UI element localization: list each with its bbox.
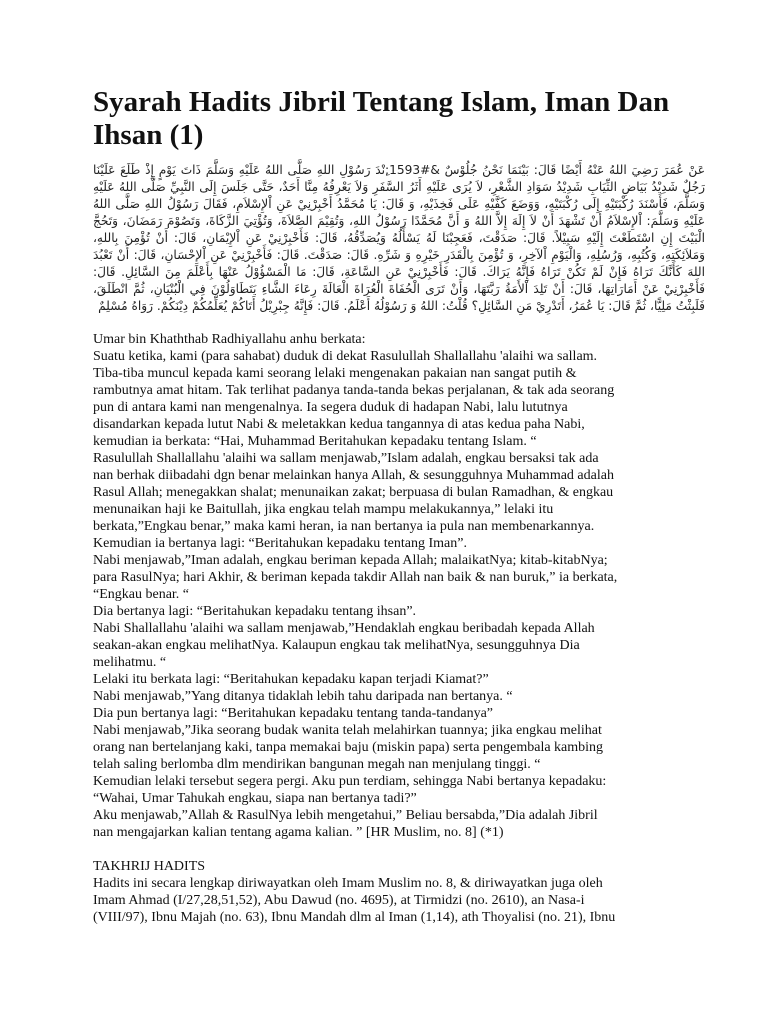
body-line: Tiba-tiba muncul kepada kami seorang lelaki mengenakan pakaian nan sangat putih & (93, 366, 577, 381)
body-line: Dia pun bertanya lagi: “Beritahukan kepadaku tentang tanda-tandanya” (93, 706, 493, 721)
body-line: menunaikan haji ke Baitullah, jika engkau telah mampu melakukannya,” lelaki itu (93, 502, 554, 517)
arabic-hadith-text: عَنْ عُمَرَ رَضِيَ اللهُ عَنْهُ أَيْضًا قَالَ: بَيْنَمَا نَحْنُ جُلُوْسٌ &#1593;ِنْدَ رَسُوْلِ اللهِ صَلَّى اللهُ عَلَيْهِ وَسَلَّمَ ذَاتَ يَوْمٍ إِذْ طَلَعَ عَلَيْنَا رَجُلٌ شَدِيْدُ بَيَاضِ الثِّيَابِ شَدِيْدُ سَوَادِ الشَّعْرِ، لاَ يُرَى عَلَيْهِ أَثَرُ السَّفَرِ وَلاَ يَعْرِفُهُ مِنَّا أَحَدٌ، حَتَّى جَلَسَ إِلَى النَّبِيِّ صَلَّى اللهُ عَلَيْهِ وَسَلَّمَ، فَأَسْنَدَ رُكْبَتَيْهِ إِلَى رُكْبَتَيْهِ، وَوَضَعَ كَفَّيْهِ عَلَى فَخِذَيْهِ، وَ قَالَ: يَا مُحَمَّدُ أَخْبِرْنِيْ عَنِ اْلإِسْلاَمِ، فَقَالَ رَسُوْلُ اللهِ صَلَّى اللهُ عَلَيْهِ وَسَلَّمَ: اْلإِسْلاَمُ أَنْ تَشْهَدَ أَنْ لاَ إِلَهَ إِلاَّ اللهُ وَ أَنَّ مُحَمَّدًا رَسُوْلُ اللهِ، وَتُقِيْمَ الصَّلاَةَ، وَتُؤْتِيَ الزَّكَاةَ، وَتَصُوْمَ رَمَضَانَ، وَتَحُجَّ الْبَيْتَ إِنِ اسْتَطَعْتَ إِلَيْهِ سَبِيْلاً. قَالَ: صَدَقْتَ، فَعَجِبْنَا لَهُ يَسْأَلُهُ وَيُصَدِّقُهُ، قَالَ: فَأَخْبِرْنِيْ عَنِ اْلإِيْمَانِ، قَالَ: أَنْ تُؤْمِنَ بِاللهِ، وَمَلاَئِكَتِهِ، وَكُتُبِهِ، وَرُسُلِهِ، وَالْيَوْمِ اْلآخِرِ، وَ تُؤْمِنَ بِالْقَدَرِ خَيْرِهِ وَ شَرِّهِ. قَالَ: صَدَقْتَ. قَالَ: فَأَخْبِرْنِيْ عَنِ اْلإِحْسَانِ، قَالَ: أَنْ تَعْبُدَ اللهَ كَأَنَّكَ تَرَاهُ فَإِنْ لَمْ تَكُنْ تَرَاهُ فَإِنَّهُ يَرَاكَ. قَالَ: فَأَخْبِرْنِيْ عَنِ السَّاعَةِ، قَالَ: مَا الْمَسْؤُوْلُ عَنْهَا بِأَعْلَمَ مِنَ السَّائِلِ. قَالَ: فَأَخْبِرْنِيْ عَنْ أَمَارَاتِهَا، قَالَ: أَنْ تَلِدَ اْلأَمَةُ رَبَّتَهَا، وَأَنْ تَرَى الْحُفَاةَ الْعُرَاةَ الْعَالَةَ رِعَاءَ الشَّاءِ يَتَطَاوَلُوْنَ فِي الْبُنْيَانِ، ثُمَّ انْطَلَقَ، فَلَبِثْتُ مَلِيًّا، ثُمَّ قَالَ: يَا عُمَرُ، أَتَدْرِيْ مَنِ السَّائِلِ؟ قُلْتُ: اللهُ وَ رَسُوْلُهُ أَعْلَمُ. قَالَ: فَإِنَّهُ جِبْرِيْلُ أَتَاكُمْ يُعَلِّمُكُمْ دِيْنَكُمْ. رَوَاهُ مُسْلِمٌ (93, 163, 705, 313)
body-line: nan mengajarkan kalian tentang agama kalian. ” [HR Muslim, no. 8] (*1) (93, 825, 504, 840)
body-line: Suatu ketika, kami (para sahabat) duduk di dekat Rasulullah Shallallahu 'alaihi wa sallam. (93, 349, 598, 364)
body-line: Dia bertanya lagi: “Beritahukan kepadaku tentang ihsan”. (93, 604, 417, 619)
body-line: para RasulNya; hari Akhir, & beriman kepada takdir Allah nan baik & nan buruk,” ia berkata, (93, 570, 618, 585)
body-line: kemudian ia berkata: “Hai, Muhammad Beritahukan kepadaku tentang Islam. “ (93, 434, 537, 449)
body-line: Umar bin Khaththab Radhiyallahu anhu berkata: (93, 332, 366, 347)
body-line: nan berhak diibadahi dgn benar melainkan hanya Allah, & sesungguhnya Muhammad adalah (93, 468, 614, 483)
body-line: berkata,”Engkau benar,” maka kami heran, ia nan bertanya ia pula nan membenarkannya. (93, 519, 595, 534)
body-line: TAKHRIJ HADITS (93, 859, 206, 874)
body-line: Nabi Shallallahu 'alaihi wa sallam menjawab,”Hendaklah engkau beribadah kepada Allah (93, 621, 595, 636)
body-line: Rasulullah Shallallahu 'alaihi wa sallam menjawab,”Islam adalah, engkau bersaksi tak ada (93, 451, 599, 466)
body-line: Rasul Allah; menegakkan shalat; menunaikan zakat; berpuasa di bulan Ramadhan, & engkau (93, 485, 614, 500)
body-line: (VIII/97), Ibnu Majah (no. 63), Ibnu Mandah dlm al Iman (1,14), ath Thoyalisi (no. 21), Ibnu (93, 910, 616, 925)
body-line: “Wahai, Umar Tahukah engkau, siapa nan bertanya tadi?” (93, 791, 417, 806)
body-line: Nabi menjawab,”Iman adalah, engkau beriman kepada Allah; malaikatNya; kitab-kitabNya; (93, 553, 608, 568)
document-title: Syarah Hadits Jibril Tentang Islam, Iman Dan Ihsan (1) (93, 86, 670, 151)
body-line: “Engkau benar. “ (93, 587, 190, 602)
blank-line (93, 841, 705, 858)
body-line: Hadits ini secara lengkap diriwayatkan oleh Imam Muslim no. 8, & diriwayatkan juga oleh (93, 876, 603, 891)
body-line: disandarkan kepada lutut Nabi & meletakkan kedua tangannya di atas kedua paha Nabi, (93, 417, 585, 432)
body-line: seakan-akan engkau melihatNya. Kalaupun engkau tak melihatNya, sesungguhnya Dia (93, 638, 580, 653)
body-line: Kemudian lelaki tersebut segera pergi. Aku pun terdiam, sehingga Nabi bertanya kepadaku: (93, 774, 607, 789)
body-line: pun di antara kami nan mengenalnya. Ia segera duduk di hadapan Nabi, lalu lututnya (93, 400, 568, 415)
translation-body (93, 331, 705, 926)
body-line: orang nan bertelanjang kaki, tanpa memakai baju (miskin papa) serta pengembala kambing (93, 740, 604, 755)
body-line: Nabi menjawab,”Jika seorang budak wanita telah melahirkan tuannya; jika engkau melihat (93, 723, 602, 738)
body-line: Nabi menjawab,”Yang ditanya tidaklah lebih tahu daripada nan bertanya. “ (93, 689, 513, 704)
body-line: Lelaki itu berkata lagi: “Beritahukan kepadaku kapan terjadi Kiamat?” (93, 672, 489, 687)
body-line: Kemudian ia bertanya lagi: “Beritahukan kepadaku tentang Iman”. (93, 536, 467, 551)
body-line: Aku menjawab,”Allah & RasulNya lebih mengetahui,” Beliau bersabda,”Dia adalah Jibril (93, 808, 598, 823)
document-page (93, 0, 705, 1024)
body-line: rambutnya amat hitam. Tak terlihat padanya tanda-tanda bekas perjalanan, & tak ada seorang (93, 383, 615, 398)
body-line: melihatmu. “ (93, 655, 167, 670)
body-line: Imam Ahmad (I/27,28,51,52), Abu Dawud (no. 4695), at Tirmidzi (no. 2610), an Nasa-i (93, 893, 585, 908)
body-line: telah saling berlomba dlm mendirikan bangunan megah nan menjulang tinggi. “ (93, 757, 541, 772)
